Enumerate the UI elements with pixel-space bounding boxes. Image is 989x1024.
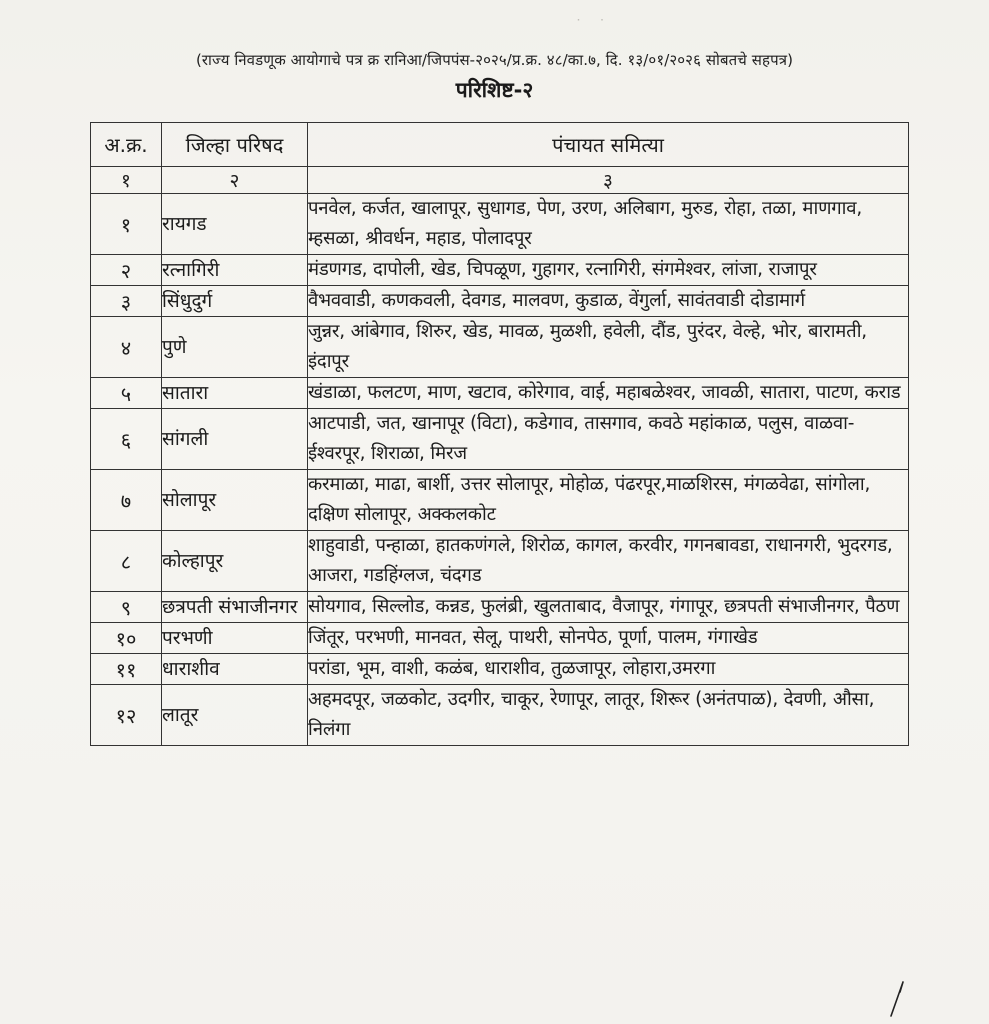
district-cell: सातारा bbox=[162, 378, 308, 409]
panchayat-cell: जिंतूर, परभणी, मानवत, सेलू, पाथरी, सोनपेठ, पूर्णा, पालम, गंगाखेड bbox=[308, 623, 909, 654]
table-row bbox=[91, 194, 909, 255]
annex-title: परिशिष्ट-२ bbox=[455, 78, 534, 102]
table-row bbox=[91, 255, 909, 286]
table-row bbox=[91, 378, 909, 409]
panchayat-cell: वैभववाडी, कणकवली, देवगड, मालवण, कुडाळ, वेंगुर्ला, सावंतवाडी दोडामार्ग bbox=[308, 286, 909, 317]
letter-reference: (राज्य निवडणूक आयोगाचे पत्र क्र रानिआ/जिपपंस-२०२५/प्र.क्र. ४८/का.७, दि. १३/०१/२०२६ सोबतचे सहपत्र) bbox=[195, 51, 794, 69]
panchayat-cell: शाहुवाडी, पन्हाळा, हातकणंगले, शिरोळ, कागल, करवीर, गगनबावडा, राधानगरी, भुदरगड, आजरा, गडहिंग्लज, चंदगड bbox=[308, 531, 909, 592]
district-cell: परभणी bbox=[162, 623, 308, 654]
serial-cell: १ bbox=[91, 194, 162, 255]
panchayat-cell: पनवेल, कर्जत, खालापूर, सुधागड, पेण, उरण, अलिबाग, मुरुड, रोहा, तळा, माणगाव, म्हसळा, श्रीवर्धन, महाड, पोलादपूर bbox=[308, 194, 909, 255]
serial-cell: २ bbox=[91, 255, 162, 286]
district-cell: सिंधुदुर्ग bbox=[162, 286, 308, 317]
header-panchayat: पंचायत समित्या bbox=[308, 123, 909, 167]
serial-cell: ४ bbox=[91, 317, 162, 378]
panchayat-cell: अहमदपूर, जळकोट, उदगीर, चाकूर, रेणापूर, लातूर, शिरूर (अनंतपाळ), देवणी, औसा, निलंगा bbox=[308, 685, 909, 746]
column-number-row bbox=[91, 167, 909, 194]
table-row bbox=[91, 470, 909, 531]
serial-cell: १० bbox=[91, 623, 162, 654]
table-row bbox=[91, 531, 909, 592]
district-cell: सांगली bbox=[162, 409, 308, 470]
signature-mark bbox=[881, 978, 921, 1018]
panchayat-cell: परांडा, भूम, वाशी, कळंब, धाराशीव, तुळजापूर, लोहारा,उमरगा bbox=[308, 654, 909, 685]
district-cell: रायगड bbox=[162, 194, 308, 255]
column-number: १ bbox=[91, 167, 162, 194]
serial-cell: १२ bbox=[91, 685, 162, 746]
district-cell: धाराशीव bbox=[162, 654, 308, 685]
district-cell: लातूर bbox=[162, 685, 308, 746]
header-district: जिल्हा परिषद bbox=[162, 123, 308, 167]
table-row bbox=[91, 685, 909, 746]
table-row bbox=[91, 317, 909, 378]
district-cell: पुणे bbox=[162, 317, 308, 378]
district-cell: सोलापूर bbox=[162, 470, 308, 531]
serial-cell: ९ bbox=[91, 592, 162, 623]
scan-mark: ˙ ˙ bbox=[575, 18, 612, 34]
table-row bbox=[91, 592, 909, 623]
serial-cell: ३ bbox=[91, 286, 162, 317]
district-cell: छत्रपती संभाजीनगर bbox=[162, 592, 308, 623]
district-cell: रत्नागिरी bbox=[162, 255, 308, 286]
table-row bbox=[91, 286, 909, 317]
panchayat-cell: मंडणगड, दापोली, खेड, चिपळूण, गुहागर, रत्नागिरी, संगमेश्वर, लांजा, राजापूर bbox=[308, 255, 909, 286]
header-serial: अ.क्र. bbox=[91, 123, 162, 167]
serial-cell: ८ bbox=[91, 531, 162, 592]
serial-cell: ६ bbox=[91, 409, 162, 470]
panchayat-cell: करमाळा, माढा, बार्शी, उत्तर सोलापूर, मोहोळ, पंढरपूर,माळशिरस, मंगळवेढा, सांगोला, दक्षिण सोलापूर, अक्कलकोट bbox=[308, 470, 909, 531]
header-row bbox=[91, 123, 909, 167]
column-number: २ bbox=[162, 167, 308, 194]
table-row bbox=[91, 654, 909, 685]
column-number: ३ bbox=[308, 167, 909, 194]
district-cell: कोल्हापूर bbox=[162, 531, 308, 592]
serial-cell: ७ bbox=[91, 470, 162, 531]
table-row bbox=[91, 409, 909, 470]
table-row bbox=[91, 623, 909, 654]
panchayat-cell: आटपाडी, जत, खानापूर (विटा), कडेगाव, तासगाव, कवठे महांकाळ, पलुस, वाळवा-ईश्वरपूर, शिराळा, मिरज bbox=[308, 409, 909, 470]
panchayat-cell: सोयगाव, सिल्लोड, कन्नड, फुलंब्री, खुलताबाद, वैजापूर, गंगापूर, छत्रपती संभाजीनगर, पैठण bbox=[308, 592, 909, 623]
serial-cell: ११ bbox=[91, 654, 162, 685]
panchayat-cell: जुन्नर, आंबेगाव, शिरुर, खेड, मावळ, मुळशी, हवेली, दौंड, पुरंदर, वेल्हे, भोर, बारामती, इंदापूर bbox=[308, 317, 909, 378]
serial-cell: ५ bbox=[91, 378, 162, 409]
panchayat-cell: खंडाळा, फलटण, माण, खटाव, कोरेगाव, वाई, महाबळेश्वर, जावळी, सातारा, पाटण, कराड bbox=[308, 378, 909, 409]
district-panchayat-table bbox=[90, 122, 909, 746]
